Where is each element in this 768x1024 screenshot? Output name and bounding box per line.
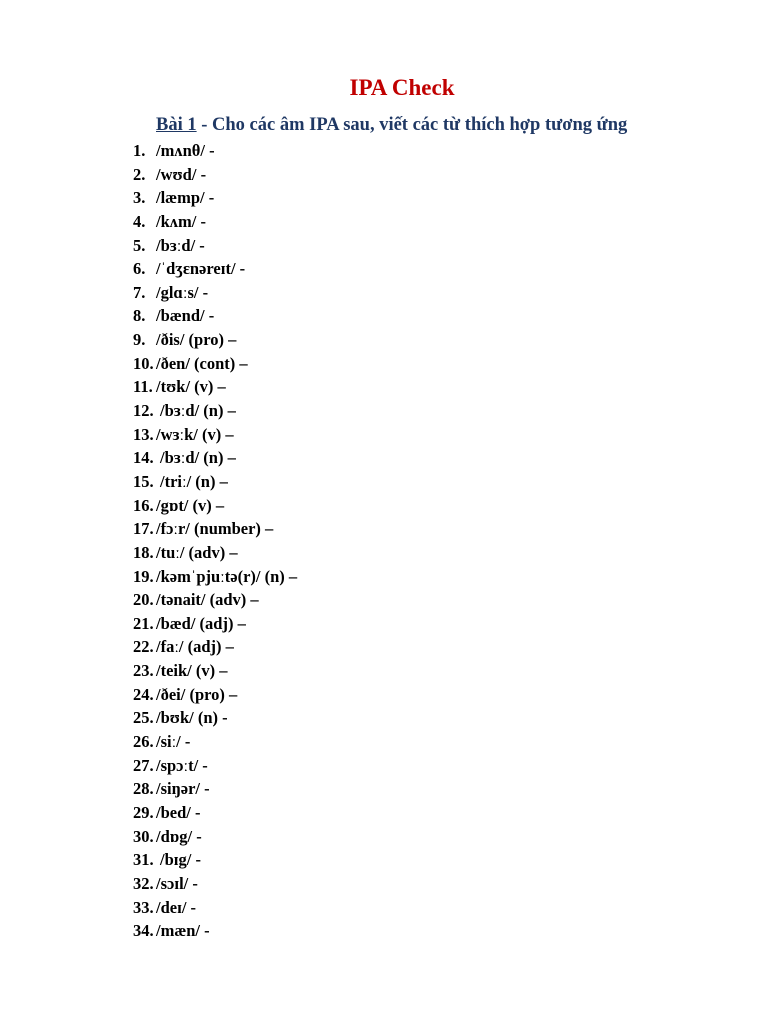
- list-item: [133, 848, 201, 872]
- item-ipa: /kʌm/ -: [156, 211, 206, 231]
- item-number: 14.: [133, 448, 154, 468]
- item-ipa: /mæn/ -: [156, 921, 210, 941]
- list-item: [133, 234, 205, 258]
- item-number: 10.: [133, 353, 154, 373]
- list-item: [133, 399, 236, 423]
- list-item: [133, 588, 259, 612]
- ipa-list: [133, 139, 298, 943]
- item-ipa: /tʊk/ (v) –: [156, 377, 226, 397]
- item-ipa: /bed/ -: [156, 802, 201, 822]
- item-ipa: /teik/ (v) –: [156, 661, 228, 681]
- list-item: [133, 210, 206, 234]
- list-item: [133, 328, 237, 352]
- item-ipa: /dɒg/ -: [156, 826, 202, 846]
- item-ipa: /bʊk/ (n) -: [156, 708, 228, 728]
- item-ipa: /triː/ (n) –: [160, 471, 228, 491]
- item-ipa: /wɜːk/ (v) –: [156, 424, 234, 444]
- item-number: 12.: [133, 401, 154, 421]
- list-item: [133, 706, 228, 730]
- item-number: 1.: [133, 141, 146, 160]
- list-item: [133, 423, 234, 447]
- list-item: [133, 494, 225, 518]
- list-item: [133, 257, 246, 281]
- list-item: [133, 375, 226, 399]
- item-number: 8.: [133, 306, 146, 326]
- item-number: 7.: [133, 282, 146, 302]
- item-number: 19.: [133, 566, 154, 586]
- item-number: 16.: [133, 495, 154, 515]
- item-ipa: /ˈdʒɛnəreɪt/ -: [156, 259, 246, 279]
- list-item: [133, 139, 215, 163]
- item-number: 32.: [133, 873, 154, 893]
- item-number: 26.: [133, 732, 154, 752]
- item-ipa: /gɒt/ (v) –: [156, 495, 225, 515]
- list-item: [133, 565, 298, 589]
- item-number: 9.: [133, 330, 146, 350]
- item-ipa: /siŋər/ -: [156, 779, 210, 799]
- list-item: [133, 919, 210, 943]
- list-item: [133, 754, 208, 778]
- item-ipa: /wʊd/ -: [156, 164, 207, 184]
- item-number: 2.: [133, 164, 146, 184]
- list-item: [133, 683, 238, 707]
- item-number: 21.: [133, 613, 154, 633]
- item-ipa: /bɪg/ -: [160, 850, 201, 870]
- item-number: 34.: [133, 921, 154, 941]
- list-item: [133, 635, 234, 659]
- item-ipa: /sɔɪl/ -: [156, 873, 198, 893]
- item-number: 23.: [133, 661, 154, 681]
- item-ipa: /siː/ -: [156, 732, 191, 752]
- item-ipa: /læmp/ -: [156, 188, 215, 208]
- item-ipa: /ðis/ (pro) –: [156, 330, 237, 350]
- item-number: 24.: [133, 684, 154, 704]
- item-ipa: /bænd/ -: [156, 306, 215, 326]
- item-number: 3.: [133, 188, 146, 208]
- item-ipa: /glɑːs/ -: [156, 282, 209, 302]
- list-item: [133, 801, 201, 825]
- item-ipa: /tənait/ (adv) –: [156, 590, 259, 610]
- item-number: 15.: [133, 471, 154, 491]
- item-number: 20.: [133, 590, 154, 610]
- item-number: 13.: [133, 424, 154, 444]
- list-item: [133, 777, 210, 801]
- item-ipa: /bɜːd/ -: [156, 235, 205, 255]
- page-title: IPA Check: [349, 75, 455, 100]
- item-ipa: /bæd/ (adj) –: [156, 613, 246, 633]
- item-number: 4.: [133, 211, 146, 231]
- list-item: [133, 659, 228, 683]
- item-ipa: /fɔːr/ (number) –: [156, 519, 274, 539]
- item-number: 25.: [133, 708, 154, 728]
- list-item: [133, 517, 274, 541]
- item-ipa: /mʌnθ/ -: [156, 141, 215, 160]
- item-ipa: /ðei/ (pro) –: [156, 684, 238, 704]
- item-number: 33.: [133, 897, 154, 917]
- item-number: 30.: [133, 826, 154, 846]
- item-number: 17.: [133, 519, 154, 539]
- item-number: 5.: [133, 235, 146, 255]
- item-ipa: /ðen/ (cont) –: [156, 353, 248, 373]
- item-ipa: /tuː/ (adv) –: [156, 542, 238, 562]
- list-item: [133, 352, 248, 376]
- item-ipa: /faː/ (adj) –: [156, 637, 234, 657]
- item-ipa: /kəmˈpjuːtə(r)/ (n) –: [156, 566, 298, 586]
- list-item: [133, 281, 209, 305]
- item-ipa: /spɔːt/ -: [156, 755, 208, 775]
- exercise-label: Bài 1: [156, 115, 197, 135]
- list-item: [133, 304, 215, 328]
- item-number: 22.: [133, 637, 154, 657]
- list-item: [133, 825, 202, 849]
- list-item: [133, 541, 238, 565]
- item-number: 29.: [133, 802, 154, 822]
- list-item: [133, 872, 198, 896]
- item-number: 27.: [133, 755, 154, 775]
- item-number: 18.: [133, 542, 154, 562]
- item-number: 11.: [133, 377, 153, 397]
- list-item: [133, 186, 215, 210]
- exercise-heading: [156, 113, 627, 137]
- list-item: [133, 730, 191, 754]
- item-ipa: /deɪ/ -: [156, 897, 197, 917]
- item-ipa: /bɜːd/ (n) –: [160, 448, 236, 468]
- list-item: [133, 163, 207, 187]
- item-number: 6.: [133, 259, 146, 279]
- item-number: 28.: [133, 779, 154, 799]
- list-item: [133, 470, 228, 494]
- list-item: [133, 446, 236, 470]
- list-item: [133, 896, 197, 920]
- item-ipa: /bɜːd/ (n) –: [160, 401, 236, 421]
- list-item: [133, 612, 246, 636]
- item-number: 31.: [133, 850, 154, 870]
- exercise-instruction: - Cho các âm IPA sau, viết các từ thích hợp tương ứng: [196, 115, 628, 135]
